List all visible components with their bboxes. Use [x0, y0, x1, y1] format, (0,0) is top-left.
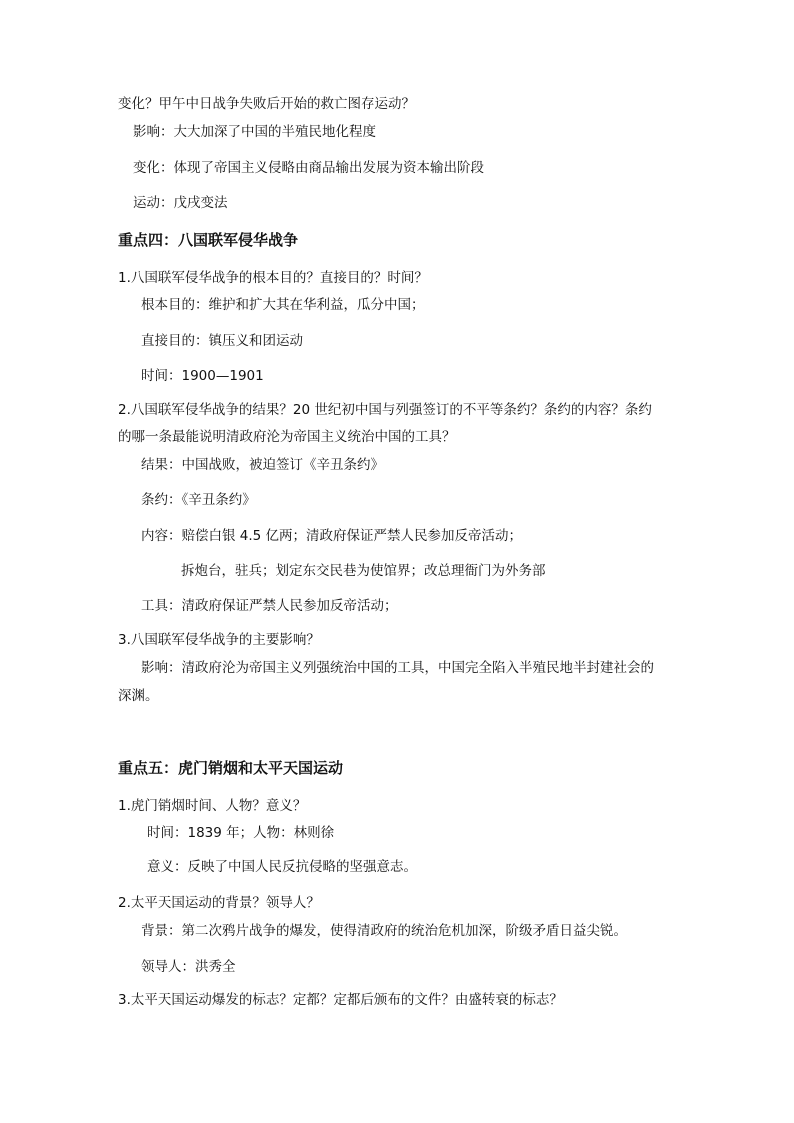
- text-line: 根本目的：维护和扩大其在华利益，瓜分中国；: [141, 297, 425, 313]
- text-line: 影响：清政府沦为帝国主义列强统治中国的工具，中国完全陷入半殖民地半封建社会的: [141, 660, 654, 676]
- text-line: 条约：《辛丑条约》: [141, 492, 256, 508]
- text-line: 变化？甲午中日战争失败后开始的救亡图存运动？: [118, 96, 415, 112]
- question-line: 3.八国联军侵华战争的主要影响？: [118, 632, 320, 648]
- text-line: 拆炮台，驻兵；划定东交民巷为使馆界；改总理衙门为外务部: [181, 563, 546, 579]
- text-line: 领导人：洪秀全: [141, 959, 236, 975]
- question-line: 的哪一条最能说明清政府沦为帝国主义统治中国的工具？: [118, 429, 456, 445]
- text-line: 直接目的：镇压义和团运动: [141, 333, 303, 349]
- text-line: 背景：第二次鸦片战争的爆发，使得清政府的统治危机加深，阶级矛盾日益尖锐。: [141, 923, 627, 939]
- text-line: 变化：体现了帝国主义侵略由商品输出发展为资本输出阶段: [133, 160, 484, 176]
- section-heading: 重点五：虎门销烟和太平天国运动: [118, 759, 344, 777]
- question-line: 1.八国联军侵华战争的根本目的？直接目的？时间？: [118, 270, 428, 286]
- text-line: 工具：清政府保证严禁人民参加反帝活动；: [141, 598, 398, 614]
- text-line: 结果：中国战败，被迫签订《辛丑条约》: [141, 457, 384, 473]
- question-line: 2.太平天国运动的背景？领导人？: [118, 895, 320, 911]
- text-line: 影响：大大加深了中国的半殖民地化程度: [133, 124, 376, 140]
- text-line: 时间：1839 年；人物：林则徐: [147, 825, 335, 841]
- text-line: 运动：戊戌变法: [133, 195, 228, 211]
- question-line: 1.虎门销烟时间、人物？意义？: [118, 798, 307, 814]
- text-line: 深渊。: [118, 688, 159, 704]
- question-line: 2.八国联军侵华战争的结果？20 世纪初中国与列强签订的不平等条约？条约的内容？条约: [118, 402, 652, 418]
- text-line: 时间：1900—1901: [141, 368, 264, 384]
- section-heading: 重点四：八国联军侵华战争: [118, 231, 299, 249]
- text-line: 意义：反映了中国人民反抗侵略的坚强意志。: [147, 859, 417, 875]
- question-line: 3.太平天国运动爆发的标志？定都？定都后颁布的文件？由盛转衰的标志？: [118, 992, 563, 1008]
- text-line: 内容：赔偿白银 4.5 亿两；清政府保证严禁人民参加反帝活动；: [141, 528, 523, 544]
